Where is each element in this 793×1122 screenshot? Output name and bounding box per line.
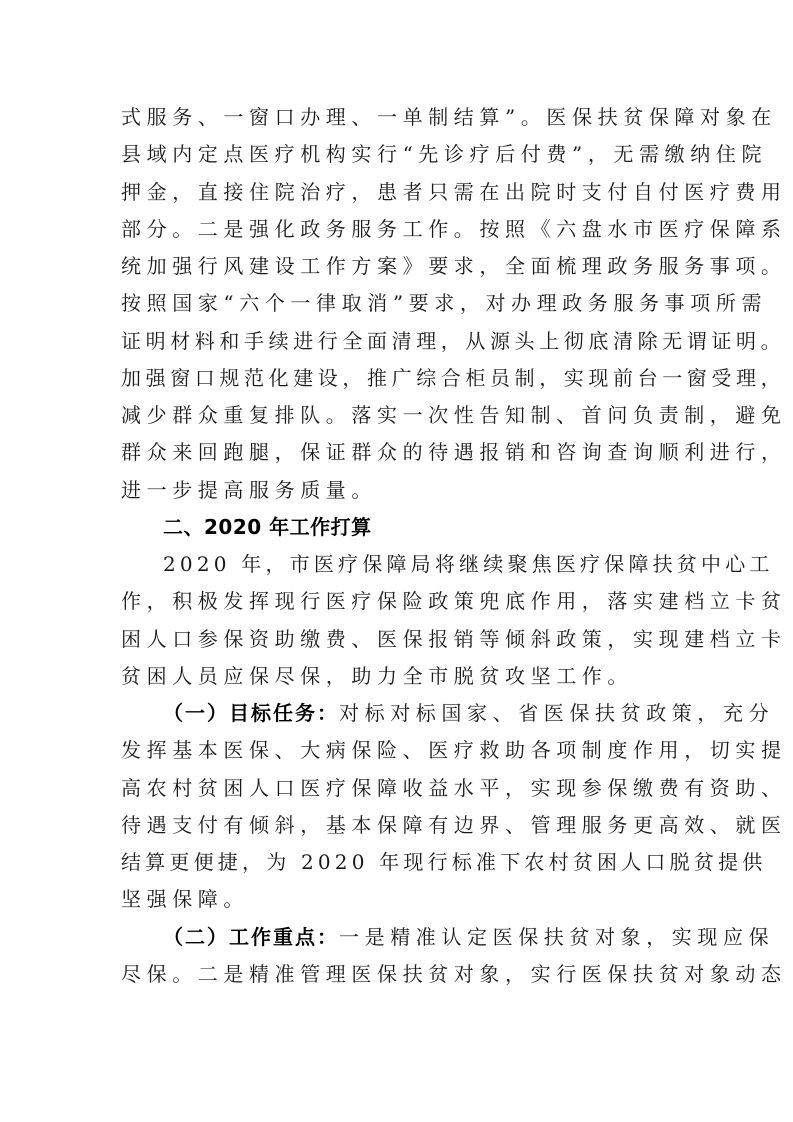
- text-line: 证明材料和手续进行全面清理，从源头上彻底清除无谓证明。: [121, 328, 786, 353]
- text-span: 一是精准认定医保扶贫对象，实现应保: [339, 924, 775, 949]
- paragraph-2020-overview: [121, 546, 787, 695]
- text-line: 进一步提高服务质量。: [121, 477, 377, 502]
- subsection-label-work-focus: （二）工作重点：: [163, 924, 339, 949]
- text-line: 押金，直接住院治疗，患者只需在出院时支付自付医疗费用: [121, 179, 787, 204]
- text-line: 县域内定点医疗机构实行“先诊疗后付费”，无需缴纳住院: [121, 142, 768, 167]
- text-line: 贫困人员应保尽保，助力全市脱贫攻坚工作。: [121, 663, 633, 688]
- paragraph-target-tasks: [121, 695, 787, 919]
- text-line: [121, 919, 775, 956]
- text-line: 减少群众重复排队。落实一次性告知制、首问负责制，避免: [121, 403, 787, 427]
- subsection-label-target-tasks: （一）目标任务：: [163, 701, 339, 725]
- text-line: 结算更便捷，为 2020 年现行标准下农村贫困人口脱贫提供: [121, 850, 767, 874]
- text-line: 部分。二是强化政务服务工作。按照《六盘水市医疗保障系: [121, 216, 787, 241]
- text-line: 加强窗口规范化建设，推广综合柜员制，实现前台一窗受理，: [121, 365, 786, 390]
- text-line: 作，积极发挥现行医疗保险政策兜底作用，落实建档立卡贫: [121, 589, 787, 614]
- paragraph-service-reform: [121, 99, 787, 509]
- document-body: [121, 99, 787, 993]
- text-line: 按照国家“六个一律取消”要求，对办理政务服务事项所需: [121, 291, 768, 316]
- text-line: 尽保。二是精准管理医保扶贫对象，实行医保扶贫对象动态: [121, 961, 787, 986]
- text-line: 高农村贫困人口医疗保障收益水平，实现参保缴费有资助、: [121, 775, 787, 800]
- text-line: 困人口参保资助缴费、医保报销等倾斜政策，实现建档立卡: [121, 626, 787, 651]
- text-line: 群众来回跑腿，保证群众的待遇报销和咨询查询顺利进行，: [121, 440, 787, 465]
- text-line: 坚强保障。: [121, 887, 249, 912]
- text-line: 2020 年，市医疗保障局将继续聚焦医疗保障扶贫中心工: [163, 552, 774, 576]
- section-heading-2020-plan: 二、2020 年工作打算: [163, 514, 372, 539]
- paragraph-work-focus: [121, 919, 787, 994]
- text-line: 式服务、一窗口办理、一单制结算”。医保扶贫保障对象在: [121, 105, 777, 129]
- text-line: [121, 695, 775, 732]
- text-line: 待遇支付有倾斜，基本保障有边界、管理服务更高效、就医: [121, 812, 787, 837]
- text-span: 对标对标国家、省医保扶贫政策，充分: [339, 701, 775, 725]
- text-line: 发挥基本医保、大病保险、医疗救助各项制度作用，切实提: [121, 738, 787, 763]
- text-line: 统加强行风建设工作方案》要求，全面梳理政务服务事项。: [121, 254, 787, 278]
